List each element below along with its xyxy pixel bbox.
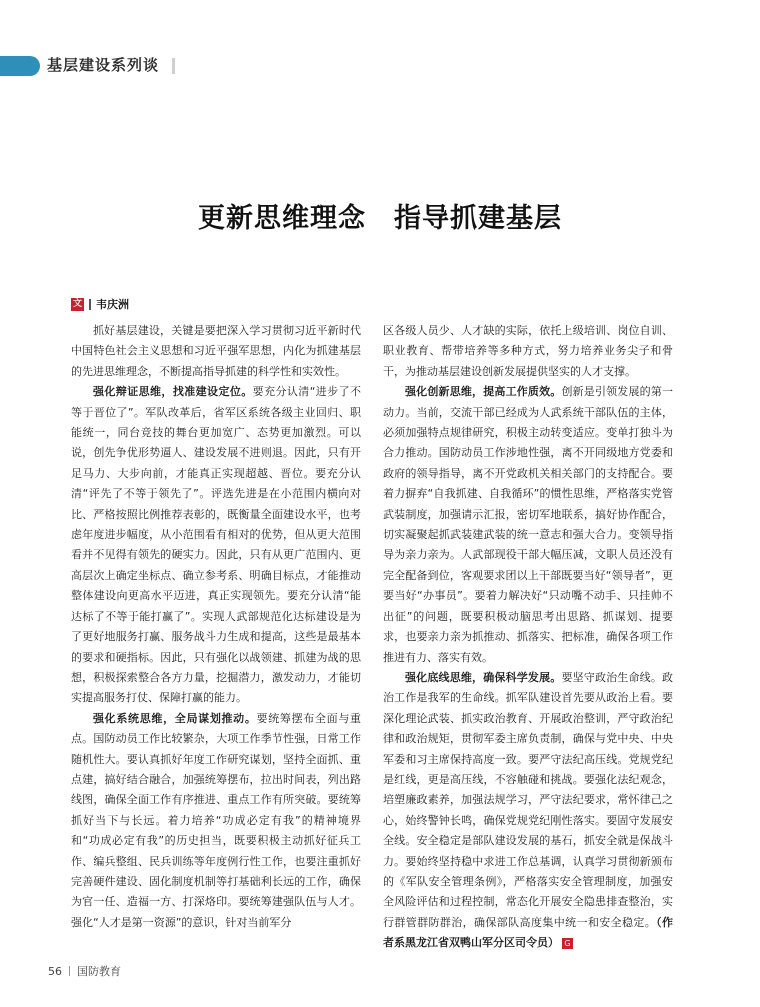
paragraph: 强化系统思维，全局谋划推动。要统筹摆布全面与重点。国防动员工作比较繁杂，大项工作季节性强，日常工作随机性大。要认真抓好年度工作研究谋划，坚持全面抓、重点建，搞好结合融合，加强统筹摆布，拉出时间表，列出路线图，确保全面工作有序推进、重点工作有所突破。要统筹抓好当下与长远。着力培养“功成必定有我”的精神境界和“功成必定有我”的历史担当，既要积极主动抓好征兵工作、编兵整组、民兵训练等年度例行性工作，也要注重抓好完善硬件建设、固化制度机制等打基础利长远的工作，确保为官一任、造福一方、打深烙印。要统筹建强队伍与人才。强化“人才是第一资源”的意识，针对当前军分 xyxy=(71,711,362,929)
paragraph-lead: 强化底线思维，确保科学发展。 xyxy=(405,670,562,684)
paragraph-lead: 强化辩证思维，找准建设定位。 xyxy=(93,385,253,399)
paragraph-lead: 强化创新思维，提高工作质效。 xyxy=(405,385,562,399)
author-name: 韦庆洲 xyxy=(96,298,129,311)
right-column xyxy=(383,321,673,954)
end-mark-icon: G xyxy=(562,938,573,949)
paragraph: 强化创新思维，提高工作质效。创新是引领发展的第一动力。当前，交流干部已经成为人武系统干部队伍的主体，必须加强特点规律研究，积极主动转变适应。变单打独斗为合力推动。国防动员工作涉地性强，离不开同级地方党委和政府的领导指导，离不开党政机关相关部门的支持配合。要着力摒弃“自我抓建、自我循环”的惯性思维，严格落实党管武装制度，加强请示汇报，密切军地联系，搞好协作配合，切实凝聚起抓武装建武装的统一意志和强大合力。变领导指导为亲力亲为。人武部现役干部大幅压减，文职人员还没有完全配备到位，客观要求团以上干部既要当好“领导者”，更要当好“办事员”。要着力解决好“只动嘴不动手、只挂帅不出征”的问题，既要积极动脑思考出思路、抓谋划、提要求，也要亲力亲为抓推动、抓落实、把标准，确保各项工作推进有力、落实有效。 xyxy=(383,385,674,664)
header-divider xyxy=(172,58,175,74)
page-number: 56 xyxy=(48,964,62,978)
header-accent-bar xyxy=(0,56,40,76)
left-column xyxy=(71,321,361,933)
author-tag-icon: 文 xyxy=(72,298,82,309)
byline xyxy=(71,296,129,312)
paragraph-lead: 强化系统思维，全局谋划推动。 xyxy=(93,711,257,725)
author-note: （作者系黑龙江省双鸭山军分区司令员） xyxy=(383,915,674,950)
paragraph: 强化底线思维，确保科学发展。要坚守政治生命线。政治工作是我军的生命线。抓军队建设首先要从政治上看。要深化理论武装、抓实政治教育、开展政治整训，严守政治纪律和政治规矩，贯彻军委主席负责制，确保与党中央、中央军委和习主席保持高度一致。要严守法纪高压线。党规党纪是红线，更是高压线，不容触碰和挑战。要强化法纪观念，培塑廉政素养，加强法规学习，严守法纪要求，常怀律己之心，始终警钟长鸣，确保党规党纪刚性落实。要固守发展安全线。安全稳定是部队建设发展的基石，抓安全就是保战斗力。要始终坚持稳中求进工作总基调，认真学习贯彻新颁布的《军队安全管理条例》，严格落实安全管理制度，加强安全风险评估和过程控制，常态化开展安全隐患排查整治，实行群管群防群治，确保部队高度集中统一和安全稳定。（作者系黑龙江省双鸭山军分区司令员） G xyxy=(383,670,674,950)
article-title: 更新思维理念 指导抓建基层 xyxy=(198,203,562,234)
paragraph: 抓好基层建设，关键是要把深入学习贯彻习近平新时代中国特色社会主义思想和习近平强军思想，内化为抓建基层的先进思维理念，不断提高指导抓建的科学性和实效性。 xyxy=(71,324,361,378)
footer-divider xyxy=(69,966,70,976)
series-title: 基层建设系列谈 xyxy=(47,56,160,74)
byline-divider xyxy=(89,299,91,310)
page-footer xyxy=(48,963,121,979)
paragraph: 强化辩证思维，找准建设定位。要充分认清“进步了不等于晋位了”。军队改革后，省军区系统各级主业回归、职能统一，同台竞技的舞台更加宽广、态势更加激烈。可以说，创先争优形势逼人、建设发展不进则退。因此，只有开足马力、大步向前，才能真正实现超越、晋位。要充分认清“评先了不等于领先了”。评选先进是在小范围内横向对比、严格按照比例推荐表彰的，既衡量全面建设水平，也考虑年度进步幅度，从小范围看有相对的优势，但从更大范围看并不见得有领先的硬实力。因此，只有从更广范围内、更高层次上确定坐标点、确立参考系、明确目标点，才能推动整体建设向更高水平迈进，真正实现领先。要充分认清“能达标了不等于能打赢了”。实现人武部规范化达标建设是为了更好地服务打赢、服务战斗力生成和提高，这些是最基本的要求和硬指标。因此，只有强化以战领建、抓建为战的思想，积极探索整合各方力量，挖掘潜力，激发动力，才能切实提高服务打仗、保障打赢的能力。 xyxy=(71,385,362,705)
magazine-name: 国防教育 xyxy=(77,965,121,978)
paragraph-continued: 区各级人员少、人才缺的实际，依托上级培训、岗位自训、职业教育、帮带培养等多种方式，努力培养业务尖子和骨干，为推动基层建设创新发展提供坚实的人才支撑。 xyxy=(383,324,673,378)
